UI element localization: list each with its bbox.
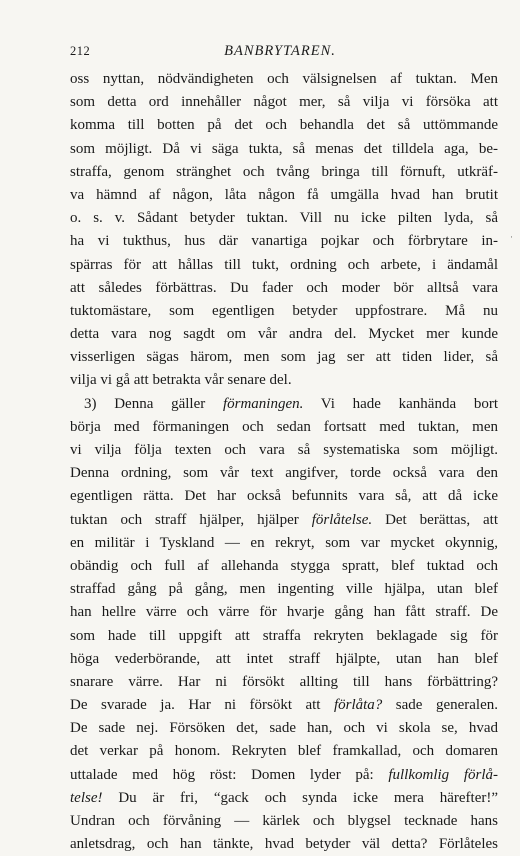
text-line (70, 68, 498, 91)
text-segment: Undran och förvåning — kärlek och blygsel tecknade hans (70, 813, 498, 829)
text-segment: obändig och full af allehanda stygga spratt, blef tuktad och (70, 557, 498, 574)
text-line (70, 764, 498, 787)
text-segment: egentligen rätta. Det har också befunnits vara så, att då icke (70, 488, 498, 505)
text-segment: börja med förmaningen och sedan fortsatt med tuktan, men (70, 418, 498, 435)
text-line (70, 416, 498, 439)
text-line (70, 207, 498, 230)
italic-text: förlåtelse. (311, 511, 373, 528)
text-line (70, 740, 498, 763)
margin-mark: · (510, 232, 513, 242)
running-title: BANBRYTAREN. (224, 43, 336, 59)
text-segment: straffad gång på gång, men ingenting ville hjälpa, utan blef (70, 581, 498, 598)
text-segment: Denna ordning, som vår text angifver, torde också vara den (70, 465, 498, 482)
text-segment: höga vederbörande, att intet straff hjälpte, utan han blef (70, 650, 498, 667)
italic-text: förmaningen. (222, 395, 304, 412)
text-segment: som hade till uppgift att straffa rekryten beklagade sig för (70, 627, 498, 644)
text-segment: 3) Denna gäller (84, 395, 223, 412)
text-segment: Du är fri, “gack och synda icke mera härefter!” (102, 789, 498, 806)
text-line (70, 323, 498, 346)
text-segment: visserligen sägas härom, men som jag ser att tiden lider, så (70, 349, 498, 366)
text-segment: komma till botten på det och behandla det så uttömmande (70, 117, 498, 134)
text-segment: uttalade med hög röst: Domen lyder på: (70, 766, 389, 783)
text-line (70, 346, 498, 369)
text-line (70, 625, 498, 648)
page-header (70, 44, 490, 64)
text-line (70, 439, 498, 462)
text-segment: Vi hade kanhända bort (303, 395, 498, 412)
text-line (70, 833, 498, 856)
italic-text: telse! (70, 789, 103, 806)
text-line (70, 601, 498, 624)
italic-text: förlåta? (333, 697, 383, 714)
text-segment: som detta ord innehåller något mer, så vilja vi försöka att (70, 94, 498, 111)
italic-text: fullkomlig förlå- (388, 766, 498, 783)
text-segment: De sade nej. Försöken det, sade han, och vi skola se, hvad (70, 720, 498, 737)
text-segment: De svarade ja. Har ni försökt att (70, 697, 334, 714)
text-line (70, 138, 498, 161)
text-segment: snarare värre. Har ni försökt allting till hans förbättring? (70, 673, 498, 690)
text-line (70, 254, 498, 277)
text-line (70, 532, 498, 555)
text-line (70, 114, 498, 137)
text-segment: vilja vi gå att betrakta vår senare del. (70, 372, 292, 389)
text-segment: sade generalen. (382, 697, 498, 714)
text-segment: det verkar på honom. Rekryten blef framkallad, och domaren (70, 743, 498, 760)
text-line (70, 648, 498, 671)
text-segment: tuktan och straff hjälper, hjälper (70, 511, 312, 528)
text-segment: tuktomästare, som egentligen betyder uppfostrare. Må nu (70, 302, 498, 319)
text-segment: o. s. v. Sådant betyder tuktan. Vill nu icke pilten lyda, så (70, 210, 498, 227)
text-line (70, 277, 498, 300)
body-text (70, 68, 498, 856)
text-segment: en militär i Tyskland — en rekryt, som var mycket okynnig, (70, 534, 498, 551)
text-segment: han hellre värre och värre för hvarje gång han fått straff. De (70, 604, 498, 621)
page-number: 212 (70, 44, 91, 58)
text-line (70, 393, 498, 416)
text-line (70, 555, 498, 578)
text-line (70, 462, 498, 485)
text-segment: va hämnd af någon, låta någon få umgälla hvad han brutit (70, 186, 498, 203)
text-segment: Det berättas, att (372, 511, 498, 528)
text-segment: oss nyttan, nödvändigheten och välsignelsen af tuktan. Men (70, 71, 498, 87)
text-segment: anletsdrag, och han tänkte, hvad betyder väl detta? Förlåteles (70, 836, 498, 853)
text-line (70, 161, 498, 184)
text-line (70, 717, 498, 740)
text-segment: vi vilja följa texten och vara så systematiska som möjligt. (70, 442, 498, 458)
text-line (70, 694, 498, 717)
text-segment: detta vara nog sagdt om vår andra del. Mycket mer kunde (70, 326, 498, 343)
text-line (70, 485, 498, 508)
text-line (70, 230, 498, 253)
text-segment: spärras för att hållas till tukt, ordning och arbete, i ändamål (70, 256, 498, 273)
text-line (70, 369, 498, 392)
text-line (70, 509, 498, 532)
text-line (70, 300, 498, 323)
text-line (70, 184, 498, 207)
text-line (70, 671, 498, 694)
text-line (70, 810, 498, 833)
text-segment: som möjligt. Då vi säga tukta, så menas det tilldela aga, be- (70, 140, 498, 157)
text-line (70, 787, 498, 810)
text-segment: straffa, genom stränghet och tvång bringa till förnuft, utkräf- (70, 163, 498, 180)
text-segment: att således förbättras. Du fader och moder bör alltså vara (70, 279, 498, 296)
text-segment: ha vi tukthus, hus där vanartiga pojkar och förbrytare in- (70, 233, 498, 250)
text-line (70, 578, 498, 601)
text-line (70, 91, 498, 114)
